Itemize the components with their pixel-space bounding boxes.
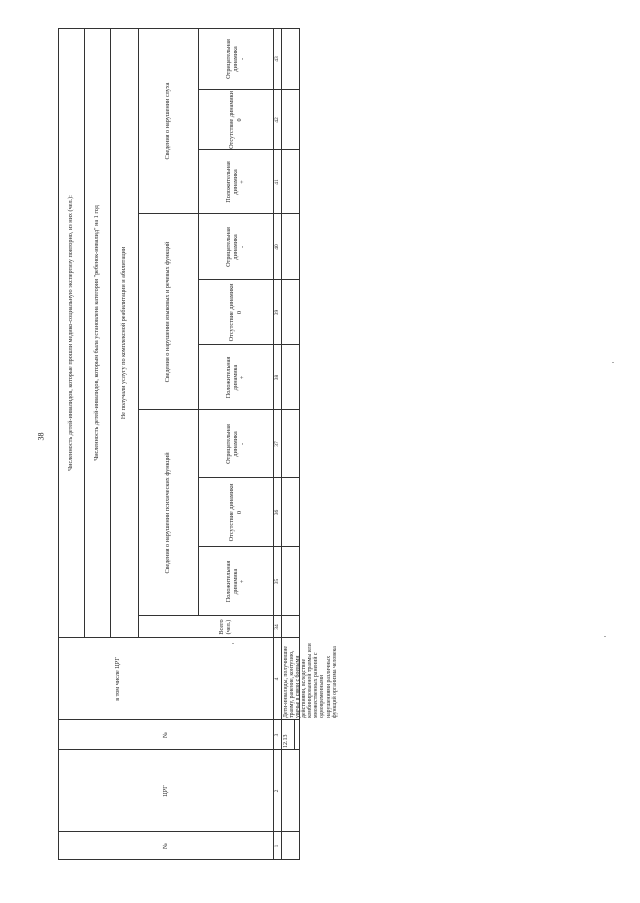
colnum-34: 34 <box>273 624 280 630</box>
group-hearing: Сведения о нарушении слуха <box>164 82 172 160</box>
colnum-40: 40 <box>273 244 280 250</box>
colnum-38: 38 <box>273 374 280 381</box>
header-row2: Численность детей-инвалидов, которым была установлена категория "ребенок-инвалид" на 1 год <box>93 205 101 461</box>
hearing-neg: Отрицательная динамика - <box>224 39 247 79</box>
header-row1: Численность детей-инвалидов, которые прошли медико-социальную экспертизу повторно, из них (чел.): <box>67 195 75 471</box>
row-number: 12.13 <box>283 734 289 748</box>
speech-neg: Отрицательная динамика - <box>224 227 247 267</box>
group-psych: Сведения о нарушении психических функций <box>164 452 172 574</box>
psych-pos: Положительная динамика + <box>224 560 247 603</box>
scan-speck <box>232 643 234 644</box>
header-col-crg: ЦРГ <box>161 785 169 797</box>
page-number: 38 <box>36 432 46 441</box>
colnum-37: 37 <box>273 441 280 447</box>
speech-none: Отсутствие динамики 0 <box>228 283 243 342</box>
colnum-4: 4 <box>273 677 280 681</box>
scan-speck <box>604 636 606 637</box>
colnum-41: 41 <box>273 179 280 185</box>
group-speech: Сведения о нарушении языковых и речевых функций <box>164 241 172 383</box>
colnum-3: 3 <box>273 733 280 737</box>
row-description: Дети-инвалиды, получившие травму, ранение, контузию, увечье в связи с боевыми действиями, вследствие комбинированной травмы или множественных ранений с одновременными нарушениями различных функций организма человека <box>283 643 338 718</box>
colnum-2: 2 <box>273 789 280 793</box>
scan-speck <box>612 362 614 363</box>
colnum-43: 43 <box>273 56 280 62</box>
colnum-36: 36 <box>273 509 280 516</box>
colnum-35: 35 <box>273 578 280 585</box>
psych-neg: Отрицательная динамика - <box>224 424 247 464</box>
hearing-pos: Положительная динамика + <box>224 161 247 203</box>
header-row3: Не получали услугу по комплексной реабилитации и абилитации <box>120 246 128 420</box>
header-col-number: № <box>161 843 169 849</box>
header-col-sub-crg: в том числе ЦРГ <box>114 657 122 701</box>
table-rotated <box>58 28 338 860</box>
header-col-number2: № <box>161 732 169 738</box>
colnum-1: 1 <box>273 844 280 848</box>
header-total: Всего (чел.) <box>217 619 232 635</box>
psych-none: Отсутствие динамики 0 <box>228 483 243 542</box>
colnum-42: 42 <box>273 117 280 123</box>
hearing-none: Отсутствие динамики 0 <box>228 91 243 149</box>
colnum-39: 39 <box>273 309 280 316</box>
speech-pos: Положительная динамика + <box>224 356 247 399</box>
